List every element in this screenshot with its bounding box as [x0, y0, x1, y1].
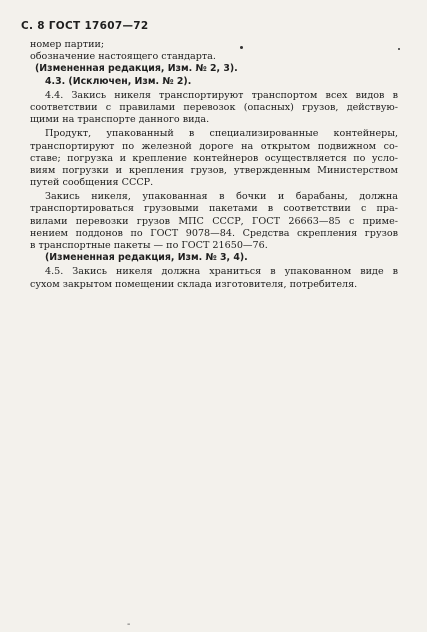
- scan-speck: [240, 46, 243, 49]
- text-line: путей сообщения СССР.: [30, 177, 154, 189]
- amendment-note: (Измененная редакция, Изм. № 3, 4).: [45, 252, 248, 264]
- text-line: ставе; погрузка и крепление контейнеров осуществляется по усло-: [30, 152, 398, 164]
- text-line: в транспортные пакеты — по ГОСТ 21650—76.: [30, 240, 268, 251]
- text-line: обозначение настоящего стандарта.: [30, 51, 216, 63]
- text-line: сухом закрытом помещении склада изготовителя, потребителя.: [30, 278, 358, 290]
- text-line: номер партии;: [30, 39, 105, 50]
- footer-mark: -: [127, 619, 131, 630]
- amendment-note: (Измененная редакция, Изм. № 2, 3).: [35, 63, 238, 75]
- text-line: транспортируют по железной дороге на открытом подвижном со-: [30, 140, 398, 152]
- clause-4-3: 4.3. (Исключен, Изм. № 2).: [45, 75, 192, 87]
- text-line: транспортироваться грузовыми пакетами в соответствии с пра-: [30, 203, 398, 215]
- scan-speck: [398, 48, 400, 50]
- paragraph-start: Закись никеля, упакованная в бочки и барабаны, должна: [45, 191, 398, 203]
- document-body: [30, 39, 398, 291]
- clause-4-4: 4.4. Закись никеля транспортируют транспортом всех видов в: [45, 89, 398, 101]
- text-line: вилами перевозки грузов МПС СССР, ГОСТ 26663—85 с приме-: [30, 215, 398, 227]
- text-line: щими на транспорте данного вида.: [30, 114, 210, 126]
- text-line: нением поддонов по ГОСТ 9078—84. Средства скрепления грузов: [30, 227, 398, 239]
- clause-4-5: 4.5. Закись никеля должна храниться в упакованном виде в: [45, 266, 398, 278]
- text-line: соответствии с правилами перевозок (опасных) грузов, действую-: [30, 101, 398, 113]
- paragraph-start: Продукт, упакованный в специализированные контейнеры,: [45, 128, 398, 140]
- page-header: С. 8 ГОСТ 17607—72: [21, 20, 149, 32]
- text-line: виям погрузки и крепления грузов, утвержденным Министерством: [30, 164, 398, 176]
